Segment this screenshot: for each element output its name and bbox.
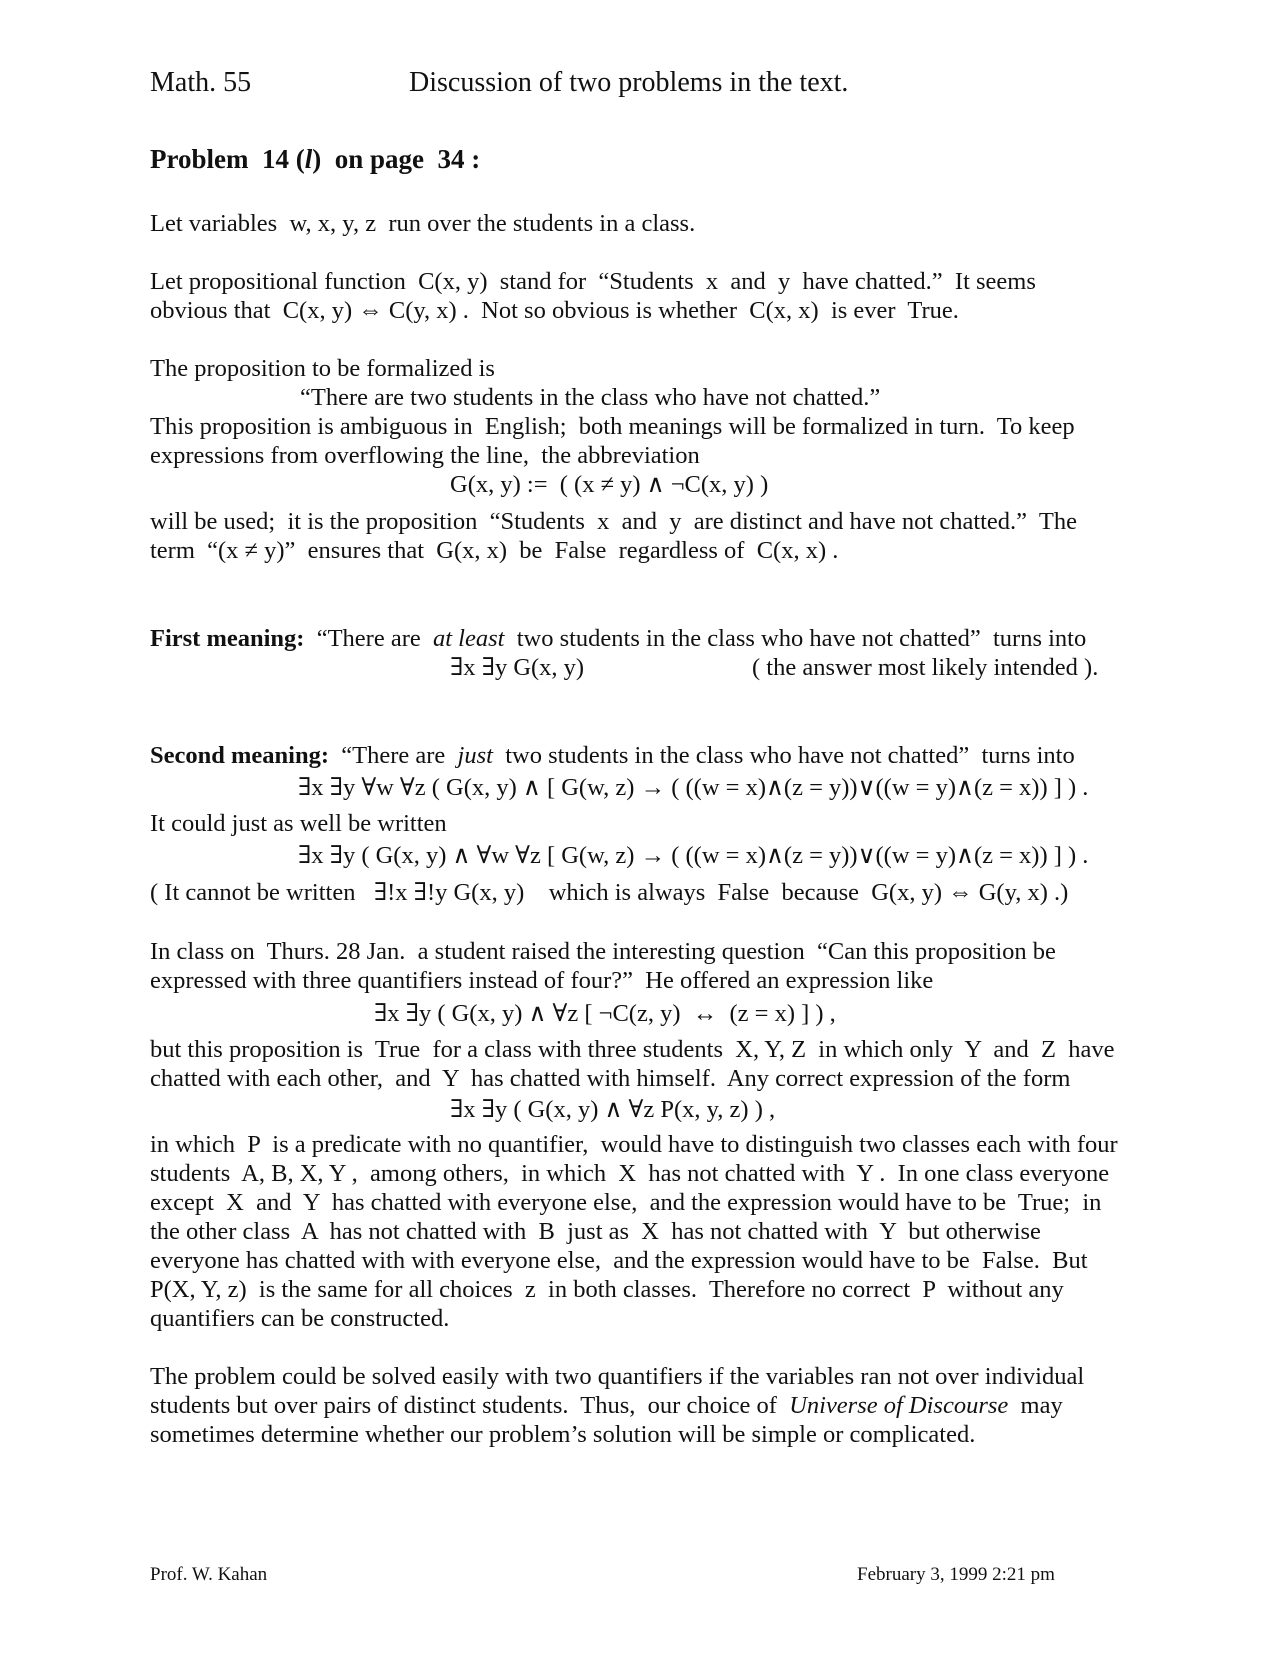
first-meaning-note: ( the answer most likely intended ). — [752, 654, 1099, 681]
second-meaning-alt-intro: It could just as well be written — [150, 810, 447, 837]
problem-heading-a: Problem 14 ( — [150, 144, 305, 174]
counterexample-line-1: but this proposition is True for a class with three students X, Y, Z in which only Y and Z have — [150, 1036, 1115, 1063]
problem-heading-l: l — [304, 144, 313, 174]
ambiguity-line-1: This proposition is ambiguous in English; both meanings will be formalized in turn. To keep — [150, 413, 1075, 440]
first-meaning-line — [150, 624, 1086, 654]
problem-heading — [150, 144, 480, 174]
conclusion-line-2-b: may — [1008, 1392, 1063, 1419]
second-meaning-remark: ( It cannot be written ∃!x ∃!y G(x, y) which is always False because G(x, y) ⇔ G(y, x) .) — [150, 879, 1069, 906]
counterexample-line-2: chatted with each other, and Y has chatted with himself. Any correct expression of the form — [150, 1065, 1071, 1092]
argument-line-4: the other class A has not chatted with B just as X has not chatted with Y but otherwise — [150, 1218, 1041, 1245]
footer-date: February 3, 1999 2:21 pm — [857, 1564, 1055, 1585]
second-meaning-formula-2: ∃x ∃y ( G(x, y) ∧ ∀w ∀z [ G(w, z) → ( ((w = x)∧(z = y))∨((w = y)∧(z = x)) ] ) . — [298, 842, 1089, 869]
class-question-line-2: expressed with three quantifiers instead of four?” He offered an expression like — [150, 967, 934, 994]
second-meaning-text-a: “There are — [329, 742, 458, 769]
paragraph-chat-line-1: Let propositional function C(x, y) stand for “Students x and y have chatted.” It seems — [150, 268, 1036, 295]
problem-heading-b: ) on page 34 : — [312, 144, 481, 174]
student-formula: ∃x ∃y ( G(x, y) ∧ ∀z [ ¬C(z, y) ↔ (z = x) ] ) , — [374, 1000, 836, 1027]
conclusion-line-1: The problem could be solved easily with two quantifiers if the variables ran not over individual — [150, 1363, 1085, 1390]
argument-line-7: quantifiers can be constructed. — [150, 1305, 450, 1332]
second-meaning-text-b: two students in the class who have not chatted” turns into — [492, 742, 1075, 769]
argument-line-6: P(X, Y, z) is the same for all choices z in both classes. Therefore no correct P without any — [150, 1276, 1064, 1303]
paragraph-variables: Let variables w, x, y, z run over the students in a class. — [150, 210, 696, 237]
argument-line-5: everyone has chatted with with everyone else, and the expression would have to be False. But — [150, 1247, 1088, 1274]
argument-line-2: students A, B, X, Y , among others, in which X has not chatted with Y . In one class everyone — [150, 1160, 1110, 1187]
proposition-quote: “There are two students in the class who have not chatted.” — [300, 384, 881, 411]
first-meaning-emphasis: at least — [433, 625, 505, 652]
abbreviation-formula: G(x, y) := ( (x ≠ y) ∧ ¬C(x, y) ) — [450, 471, 769, 498]
footer-author: Prof. W. Kahan — [150, 1564, 268, 1585]
conclusion-line-3: sometimes determine whether our problem’s solution will be simple or complicated. — [150, 1421, 976, 1448]
conclusion-line-2 — [150, 1391, 1063, 1421]
first-meaning-text-a: “There are — [304, 625, 433, 652]
first-meaning-label: First meaning: — [150, 625, 305, 652]
ambiguity-line-2: expressions from overflowing the line, the abbreviation — [150, 442, 700, 469]
argument-line-3: except X and Y has chatted with everyone else, and the expression would have to be True; in — [150, 1189, 1102, 1216]
universe-of-discourse: Universe of Discourse — [789, 1392, 1009, 1419]
proposition-intro: The proposition to be formalized is — [150, 355, 495, 382]
first-meaning-formula: ∃x ∃y G(x, y) — [450, 654, 585, 681]
paragraph-chat-line-2: obvious that C(x, y) ⇔ C(y, x) . Not so obvious is whether C(x, x) is ever True. — [150, 297, 959, 324]
general-form-formula: ∃x ∃y ( G(x, y) ∧ ∀z P(x, y, z) ) , — [450, 1096, 776, 1123]
second-meaning-label: Second meaning: — [150, 742, 330, 769]
second-meaning-emphasis: just — [457, 742, 493, 769]
first-meaning-text-b: two students in the class who have not chatted” turns into — [504, 625, 1087, 652]
page-title: Discussion of two problems in the text. — [409, 67, 849, 98]
abbreviation-line-1: will be used; it is the proposition “Students x and y are distinct and have not chatted.” The — [150, 508, 1077, 535]
abbreviation-line-2: term “(x ≠ y)” ensures that G(x, x) be False regardless of C(x, x) . — [150, 537, 839, 564]
argument-line-1: in which P is a predicate with no quantifier, would have to distinguish two classes each with four — [150, 1131, 1118, 1158]
second-meaning-line — [150, 741, 1075, 771]
conclusion-line-2-a: students but over pairs of distinct students. Thus, our choice of — [150, 1392, 790, 1419]
course-label: Math. 55 — [150, 67, 252, 98]
second-meaning-formula-1: ∃x ∃y ∀w ∀z ( G(x, y) ∧ [ G(w, z) → ( ((w = x)∧(z = y))∨((w = y)∧(z = x)) ] ) . — [298, 774, 1089, 801]
class-question-line-1: In class on Thurs. 28 Jan. a student raised the interesting question “Can this proposition be — [150, 938, 1056, 965]
